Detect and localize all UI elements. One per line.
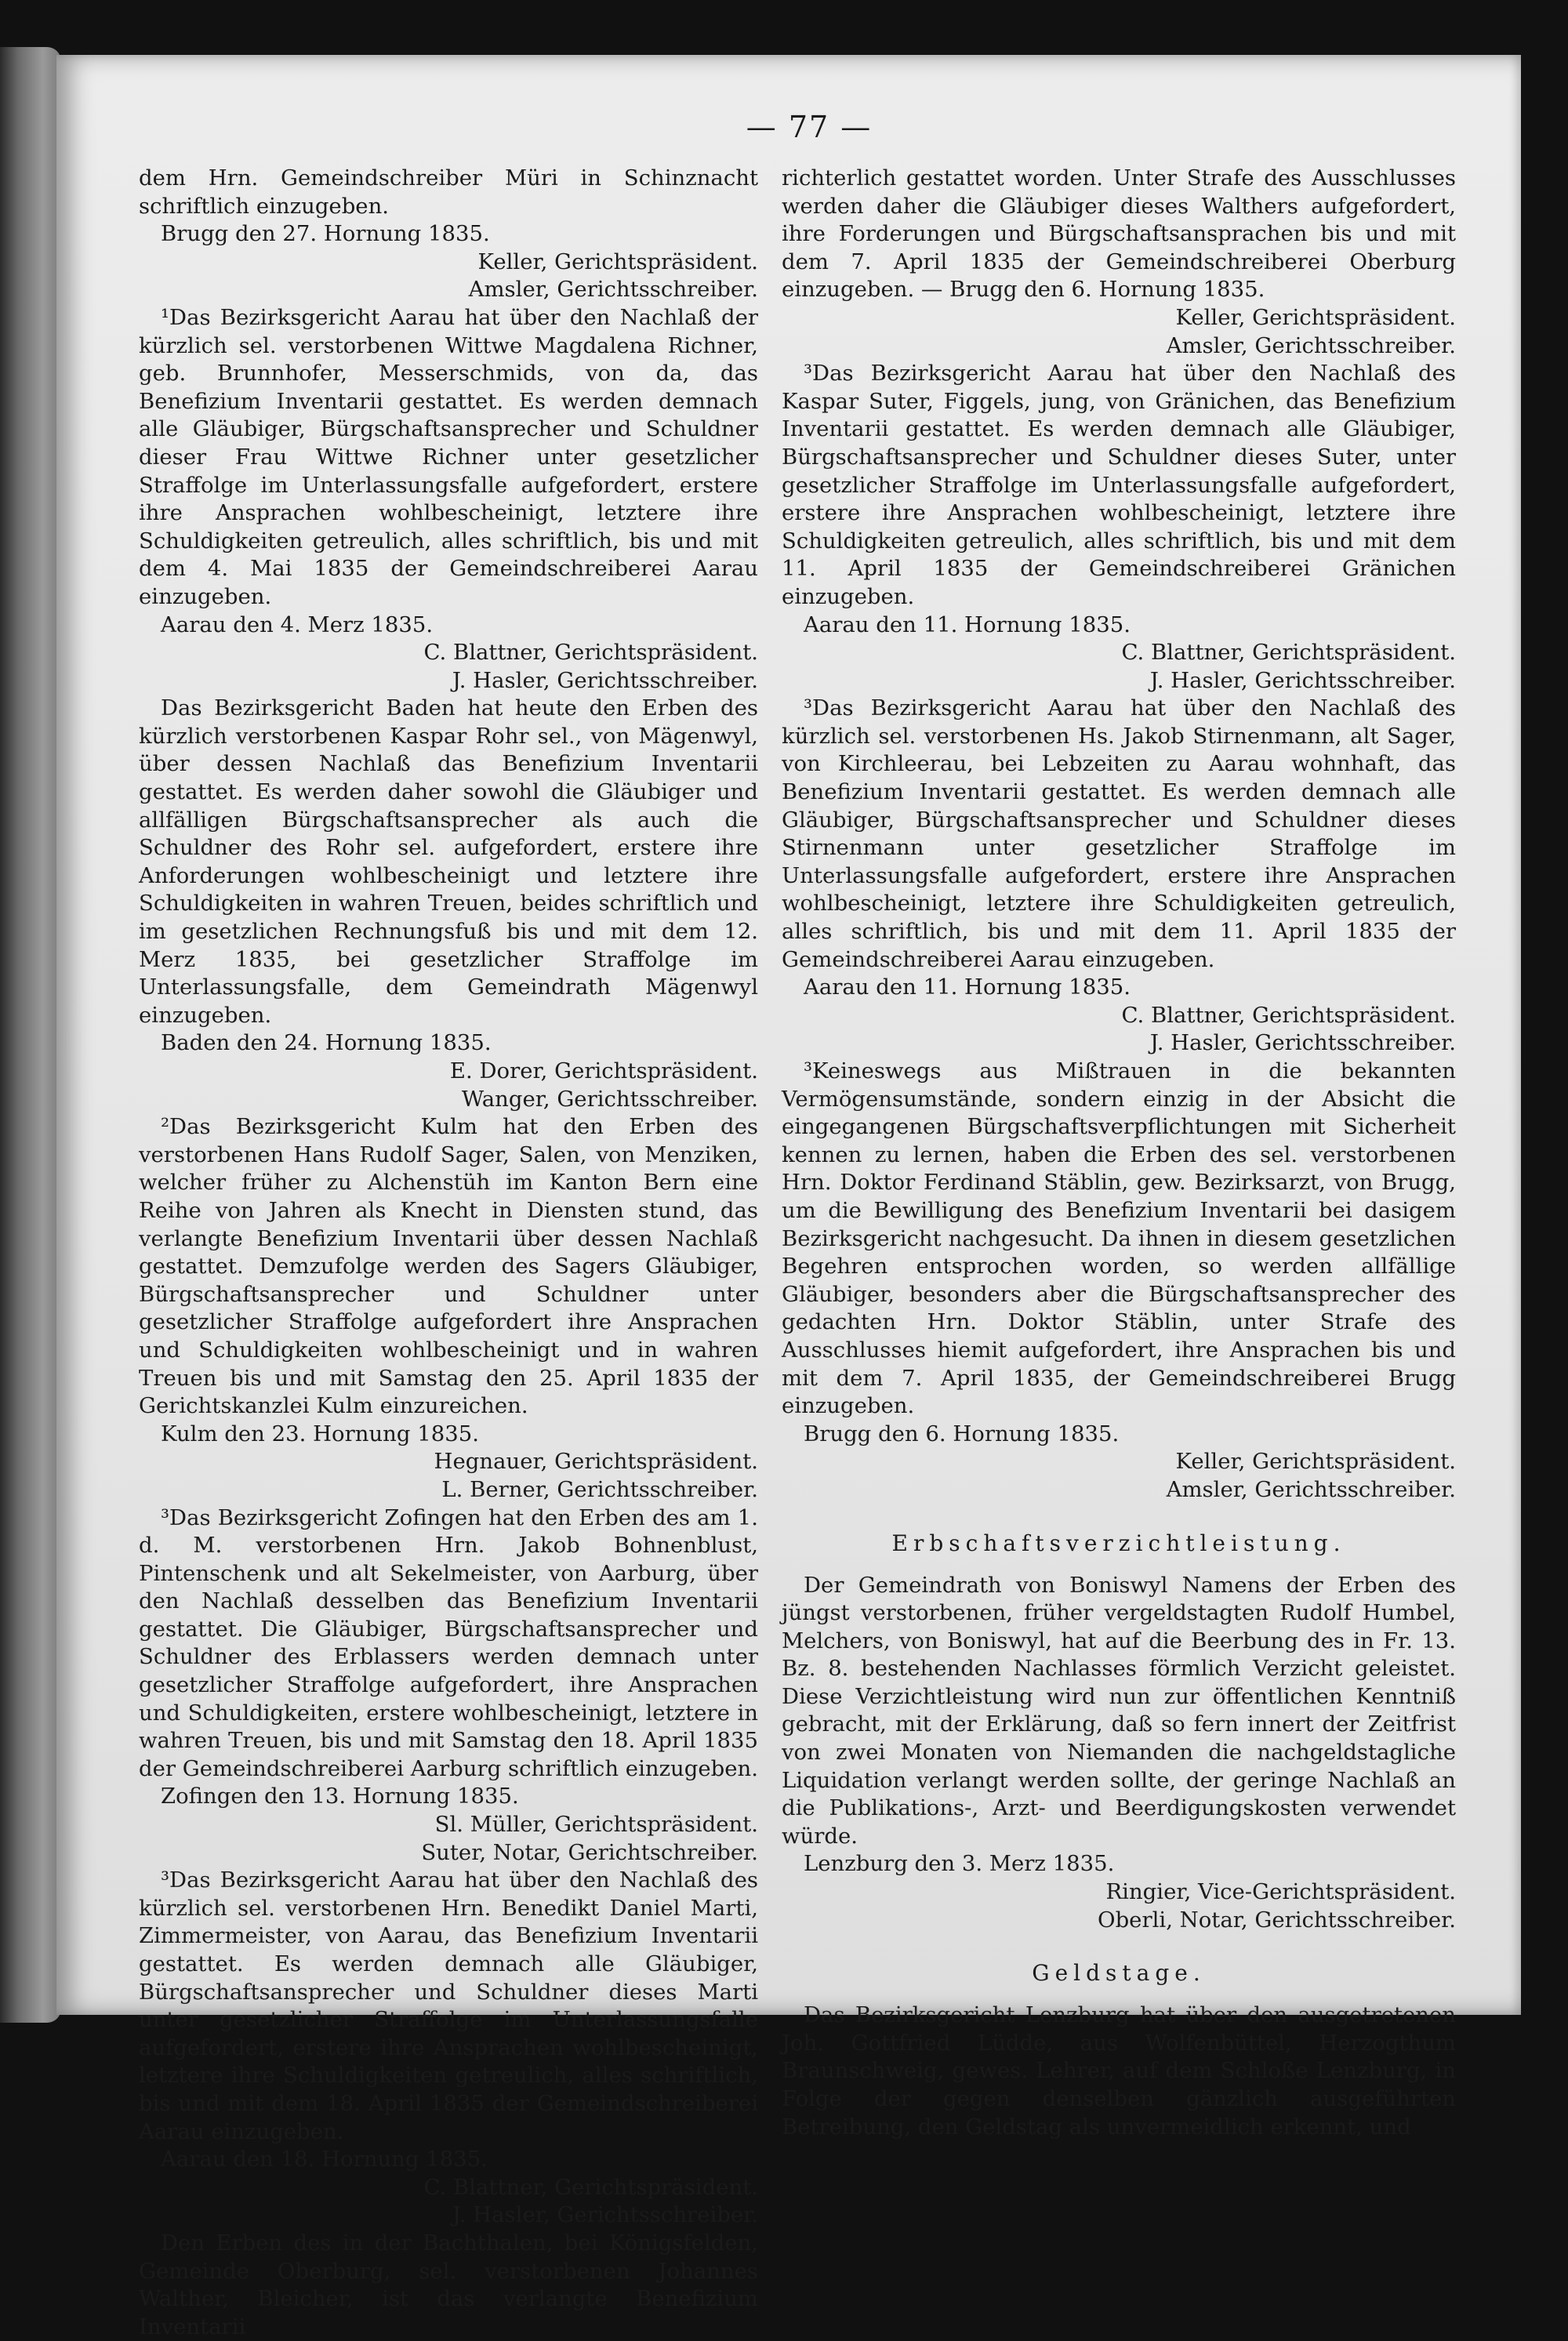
notice-paragraph: ³Das Bezirksgericht Aarau hat über den Nachlaß des kürzlich sel. verstorbenen Hrn. Benedikt Daniel Marti, Zimmermeister, von Aarau, das Benefizium Inventarii gestattet. Es werden demnach alle Gläubiger, Bürgschaftsansprecher und Schuldner dieses Marti unter gesetzlicher Straffolge im Unterlassungsfalle aufgefordert, erstere ihre Ansprachen wohlbescheinigt, letztere ihre Schuldigkeiten getreulich, alles schriftlich, bis und mit dem 18. April 1835 der Gemeindschreiberei Aarau einzugeben. — [139, 1867, 758, 2144]
signature-clerk: Amsler, Gerichtsschreiber. — [468, 277, 758, 303]
signature-president: Hegnauer, Gerichtspräsident. — [434, 1449, 758, 1475]
adjacent-page-edge — [0, 47, 61, 2023]
page-sheet — [56, 55, 1521, 2339]
dateline: Zofingen den 13. Hornung 1835. — [161, 1784, 519, 1809]
continued-paragraph: richterlich gestattet worden. Unter Strafe des Ausschlusses werden daher die Gläubiger dieses Walthers aufgefordert, ihre Forderungen und Bürgschaftsansprachen bis und mit dem 7. April 1835 der Gemeindschreiberei Oberburg einzugeben. — Brugg den 6. Hornung 1835. — [782, 165, 1456, 303]
dateline: Brugg den 6. Hornung 1835. — [804, 1421, 1120, 1446]
signature-clerk: Suter, Notar, Gerichtschreiber. — [421, 1839, 758, 1865]
signature-clerk: J. Hasler, Gerichtsschreiber. — [452, 2202, 758, 2228]
dateline: Brugg den 27. Hornung 1835. — [161, 221, 490, 247]
intro-paragraph: dem Hrn. Gemeindschreiber Müri in Schinznacht schriftlich einzugeben. — [139, 165, 758, 219]
page-number: — 77 — — [746, 110, 873, 144]
notice-paragraph: ³Das Bezirksgericht Zofingen hat den Erben des am 1. d. M. verstorbenen Hrn. Jakob Bohnenblust, Pintenschenk und alt Sekelmeister, von Aarburg, über den Nachlaß desselben das Benefizium Inventarii gestattet. Die Gläubiger, Bürgschaftsansprecher und Schuldner des Erblassers werden demnach unter gesetzlicher Straffolge aufgefordert, ihre Ansprachen und Schuldigkeiten, erstere wohlbescheinigt, letztere in wahren Treuen, bis und mit Samstag den 18. April 1835 der Gemeindschreiberei Aarburg schriftlich einzugeben. — [139, 1504, 758, 1781]
notice-paragraph: Den Erben des in der Bachthalen, bei Königsfelden, Gemeinde Oberburg, sel. verstorbenen Johannes Walther, Bleicher, ist das verlangte Benefizium Inventarii — [139, 2230, 758, 2339]
signature-clerk: Oberli, Notar, Gerichtsschreiber. — [1098, 1907, 1456, 1933]
section-heading-geldstage: Geldstage. — [1032, 1960, 1206, 1987]
signature-president: C. Blattner, Gerichtspräsident. — [423, 2174, 758, 2200]
signature-clerk: Amsler, Gerichtsschreiber. — [1166, 1476, 1456, 1502]
signature-president: Ringier, Vice-Gerichtspräsident. — [1105, 1879, 1456, 1905]
notice-paragraph: Der Gemeindrath von Boniswyl Namens der Erben des jüngst verstorbenen, früher vergeldstagten Rudolf Humbel, Melchers, von Boniswyl, hat auf die Beerbung des in Fr. 13. Bz. 8. bestehenden Nachlasses förmlich Verzicht geleistet. Diese Verzichtleistung wird nun zur öffentlichen Kenntniß gebracht, mit der Erklärung, daß so fern innert der Zeitfrist von zwei Monaten von Niemanden die nachgeldstagliche Liquidation verlangt werden sollte, der geringe Nachlaß an die Publikations-, Arzt- und Beerdigungskosten verwendet würde. — [782, 1572, 1456, 1849]
left-column — [139, 165, 758, 2341]
dateline: Aarau den 18. Hornung 1835. — [161, 2147, 488, 2172]
notice-paragraph: ¹Das Bezirksgericht Aarau hat über den Nachlaß der kürzlich sel. verstorbenen Wittwe Magdalena Richner, geb. Brunnhofer, Messerschmids, von da, das Benefizium Inventarii gestattet. Es werden demnach alle Gläubiger, Bürgschaftsansprecher und Schuldner dieser Frau Wittwe Richner unter gesetzlicher Straffolge im Unterlassungsfalle aufgefordert, erstere ihre Ansprachen wohlbescheinigt, letztere ihre Schuldigkeiten getreulich, alles schriftlich, bis und mit dem 4. Mai 1835 der Gemeindschreiberei Aarau einzugeben. — [139, 304, 758, 609]
signature-president: Keller, Gerichtspräsident. — [477, 249, 758, 274]
signature-clerk: L. Berner, Gerichtsschreiber. — [441, 1476, 758, 1502]
dateline: Aarau den 4. Merz 1835. — [161, 612, 434, 637]
signature-president: Keller, Gerichtspräsident. — [1175, 1449, 1456, 1475]
signature-clerk: Wanger, Gerichtsschreiber. — [461, 1086, 758, 1112]
signature-president: Keller, Gerichtspräsident. — [1175, 304, 1456, 330]
section-heading-erbschaftsverzicht: Erbschaftsverzichtleistung. — [891, 1530, 1346, 1556]
signature-president: C. Blattner, Gerichtspräsident. — [1121, 1002, 1456, 1028]
signature-president: C. Blattner, Gerichtspräsident. — [1121, 640, 1456, 666]
dateline: Kulm den 23. Hornung 1835. — [161, 1421, 479, 1446]
signature-clerk: J. Hasler, Gerichtsschreiber. — [452, 667, 758, 693]
signature-president: C. Blattner, Gerichtspräsident. — [423, 640, 758, 666]
dateline: Baden den 24. Hornung 1835. — [161, 1030, 492, 1056]
notice-paragraph: ³Das Bezirksgericht Aarau hat über den Nachlaß des Kaspar Suter, Figgels, jung, von Gränichen, das Benefizium Inventarii gestattet. Es werden demnach alle Gläubiger, Bürgschaftsansprecher und Schuldner dieses Suter, unter gesetzlicher Straffolge im Unterlassungsfalle aufgefordert, erstere ihre Ansprachen wohlbescheinigt, letztere ihre Schuldigkeiten getreulich, alles schriftlich, bis und mit dem 11. April 1835 der Gemeindschreiberei Gränichen einzugeben. — [782, 361, 1456, 609]
signature-clerk: Amsler, Gerichtsschreiber. — [1166, 332, 1456, 358]
signature-president: E. Dorer, Gerichtspräsident. — [449, 1058, 758, 1083]
notice-paragraph: Das Bezirksgericht Lenzburg hat über den ausgetretenen Joh. Gottfried Lüdde, aus Wolfenbüttel, Herzogthum Braunschweig, gewes. Lehrer, auf dem Schloße Lenzburg, in Folge der gegen denselben gänzlich ausgeführten Betreibung, den Geldstag als unvermeidlich erkennt, und — [782, 2002, 1456, 2140]
notice-paragraph: ³Keineswegs aus Mißtrauen in die bekannten Vermögensumstände, sondern einzig in der Absicht die eingegangenen Bürgschaftsverpflichtungen mit Sicherheit kennen zu lernen, haben die Erben des sel. verstorbenen Hrn. Doktor Ferdinand Stäblin, gew. Bezirksarzt, von Brugg, um die Bewilligung des Benefizium Inventarii bei dasigem Bezirksgericht nachgesucht. Da ihnen in diesem gesetzlichen Begehren entsprochen worden, so werden allfällige Gläubiger, besonders aber die Bürgschaftsansprecher des gedachten Hrn. Doktor Stäblin, unter Strafe des Ausschlusses hiemit aufgefordert, ihre Ansprachen bis und mit dem 7. April 1835, der Gemeindschreiberei Brugg einzugeben. — [782, 1058, 1456, 1419]
notice-paragraph: Das Bezirksgericht Baden hat heute den Erben des kürzlich verstorbenen Kaspar Rohr sel., von Mägenwyl, über dessen Nachlaß das Benefizium Inventarii gestattet. Es werden daher sowohl die Gläubiger und allfälligen Bürgschaftsansprecher als auch die Schuldner des Rohr sel. aufgefordert, erstere ihre Anforderungen wohlbescheinigt und letztere ihre Schuldigkeiten in wahren Treuen, beides schriftlich und im gesetzlichen Rechnungsfuß bis und mit dem 12. Merz 1835, bei gesetzlicher Straffolge im Unterlassungsfalle, dem Gemeindrath Mägenwyl einzugeben. — [139, 695, 758, 1028]
dateline: Aarau den 11. Hornung 1835. — [804, 612, 1131, 637]
dateline: Lenzburg den 3. Merz 1835. — [804, 1851, 1115, 1877]
signature-president: Sl. Müller, Gerichtspräsident. — [434, 1812, 758, 1838]
signature-clerk: J. Hasler, Gerichtsschreiber. — [1149, 1030, 1456, 1056]
notice-paragraph: ²Das Bezirksgericht Kulm hat den Erben des verstorbenen Hans Rudolf Sager, Salen, von Menziken, welcher früher zu Alchenstüh im Kanton Bern eine Reihe von Jahren als Knecht in Diensten stund, das verlangte Benefizium Inventarii über dessen Nachlaß gestattet. Demzufolge werden des Sagers Gläubiger, Bürgschaftsansprecher und Schuldner unter gesetzlicher Straffolge aufgefordert ihre Ansprachen und Schuldigkeiten wohlbescheinigt und in wahren Treuen bis und mit Samstag den 25. April 1835 der Gerichtskanzlei Kulm einzureichen. — [139, 1114, 758, 1419]
dateline: Aarau den 11. Hornung 1835. — [804, 975, 1131, 1000]
notice-paragraph: ³Das Bezirksgericht Aarau hat über den Nachlaß des kürzlich sel. verstorbenen Hs. Jakob Stirnenmann, alt Sager, von Kirchleerau, bei Lebzeiten zu Aarau wohnhaft, das Benefizium Inventarii gestattet. Es werden demnach alle Gläubiger, Bürgschaftsansprecher und Schuldner dieses Stirnenmann unter gesetzlicher Straffolge im Unterlassungsfalle aufgefordert, erstere ihre Ansprachen wohlbescheinigt, letztere ihre Schuldigkeiten getreulich, alles schriftlich, bis und mit dem 11. April 1835 der Gemeindschreiberei Aarau einzugeben. — [782, 695, 1456, 972]
right-column — [782, 165, 1456, 2141]
signature-clerk: J. Hasler, Gerichtsschreiber. — [1149, 667, 1456, 693]
